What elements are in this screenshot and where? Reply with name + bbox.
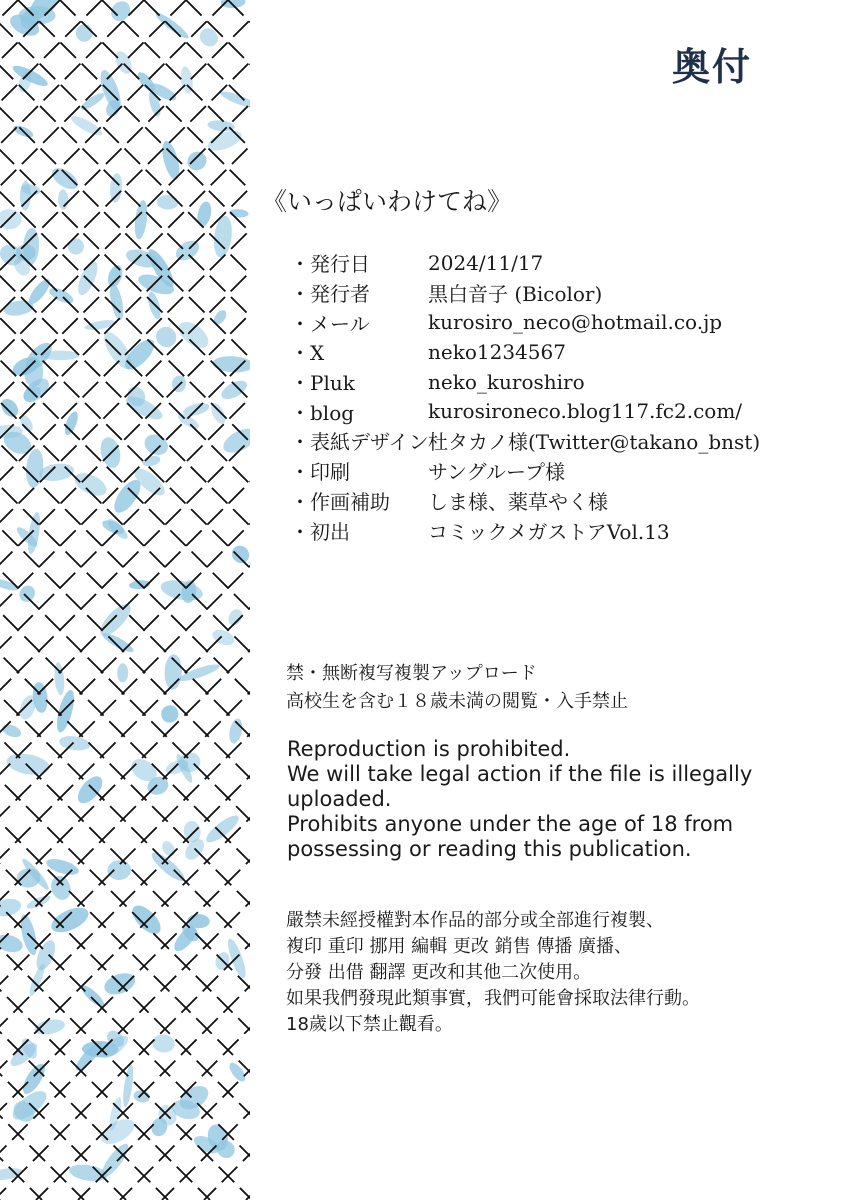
lattice-line xyxy=(0,0,250,1200)
lattice-line xyxy=(0,0,250,1200)
lattice-line xyxy=(0,0,250,1200)
lattice-line xyxy=(0,0,250,1200)
petal-shape xyxy=(74,259,101,298)
lattice-line xyxy=(102,0,250,1200)
petal-shape xyxy=(0,722,22,739)
lattice-line xyxy=(0,0,250,1200)
petal-shape xyxy=(58,189,69,210)
lattice-line xyxy=(0,0,250,1200)
lattice-line xyxy=(0,0,250,1200)
lattice-line xyxy=(0,0,250,1200)
petal-shape xyxy=(79,982,107,1009)
notice-line: Prohibits anyone under the age of 18 from xyxy=(287,812,734,836)
lattice-line xyxy=(0,0,250,1200)
info-row-first-appearance xyxy=(290,515,850,545)
lattice-line xyxy=(0,0,250,1200)
lattice-line xyxy=(78,0,250,1200)
notice-line: 18歲以下禁止觀看。 xyxy=(286,1014,453,1035)
info-value: コミックメガストアVol.13 xyxy=(428,519,670,544)
petal-shape xyxy=(219,88,250,110)
lattice-line xyxy=(0,0,250,1200)
petal-shape xyxy=(156,194,179,210)
lattice-line xyxy=(0,0,250,1200)
lattice-line xyxy=(0,0,250,1200)
petal-shape xyxy=(27,962,47,997)
petal-shape xyxy=(0,896,23,919)
lattice-line xyxy=(0,0,250,1200)
notice-japanese xyxy=(286,660,628,716)
lattice-line xyxy=(0,0,250,1200)
info-value: 2024/11/17 xyxy=(428,250,544,275)
petal-shape xyxy=(65,235,88,258)
lattice-line xyxy=(0,0,250,1200)
notice-line: Reproduction is prohibited. xyxy=(287,737,571,761)
info-value: kurosiro_neco@hotmail.co.jp xyxy=(428,310,723,335)
lattice-line xyxy=(0,0,250,1200)
notice-line: possessing or reading this publication. xyxy=(287,837,692,861)
lattice-line xyxy=(0,0,250,1200)
lattice-line xyxy=(0,0,250,1200)
petal-shape xyxy=(48,164,81,194)
info-label: ・作画補助 xyxy=(290,489,390,514)
petal-shape xyxy=(99,328,136,373)
petal-shape xyxy=(211,308,229,327)
petal-shape xyxy=(174,317,213,353)
info-row-publisher xyxy=(290,278,850,308)
info-label: ・発行日 xyxy=(290,252,370,277)
petal-shape xyxy=(5,751,51,778)
petal-shape xyxy=(48,903,93,938)
info-value: サングループ様 xyxy=(428,460,565,485)
lattice-line xyxy=(0,0,250,1200)
info-row-art-assistance xyxy=(290,486,850,516)
petal-shape xyxy=(48,873,74,902)
lattice-line xyxy=(0,0,250,1200)
info-value: 杜タカノ様(Twitter@takano_bnst) xyxy=(428,430,761,455)
lattice-line xyxy=(0,0,250,1200)
lattice-line xyxy=(0,0,250,1200)
petal-shape xyxy=(151,1033,175,1054)
lattice-line xyxy=(0,0,250,1200)
lattice-line xyxy=(0,0,250,1200)
lattice-line xyxy=(0,0,250,1200)
colophon-heading: 奥付 xyxy=(671,44,752,89)
info-label: ・印刷 xyxy=(290,460,350,485)
work-title: 《いっぱいわけてね》 xyxy=(262,187,513,216)
lattice-line xyxy=(0,0,18,1200)
lattice-line xyxy=(0,0,250,1200)
lattice-line xyxy=(0,0,250,1200)
petal-shape xyxy=(226,607,245,628)
lattice-line xyxy=(0,0,250,1200)
notice-line: 高校生を含む１８歳未満の閲覧・入手禁止 xyxy=(286,691,628,712)
lattice-line xyxy=(0,0,250,1200)
lattice-line xyxy=(0,0,250,1200)
info-label: ・表紙デザイン xyxy=(290,430,429,455)
petal-shape xyxy=(68,1162,109,1183)
info-label: ・初出 xyxy=(290,519,350,544)
petal-shape xyxy=(0,932,25,955)
petal-shape xyxy=(96,599,136,640)
info-row-blog xyxy=(290,396,850,426)
petal-shape xyxy=(218,377,249,403)
lattice-line xyxy=(0,0,250,1200)
petal-shape xyxy=(33,1017,66,1037)
info-label: ・発行者 xyxy=(290,282,370,307)
info-row-cover-design xyxy=(290,426,850,456)
petal-shape xyxy=(45,856,81,878)
lattice-line xyxy=(0,0,250,1200)
petal-shape xyxy=(208,401,228,426)
petal-shape xyxy=(73,772,107,808)
petal-shape xyxy=(62,410,80,437)
lattice-line xyxy=(204,0,250,1200)
petal-shape xyxy=(227,1060,249,1084)
petal-shape xyxy=(195,200,213,228)
lattice-line xyxy=(246,0,250,1200)
petal-shape xyxy=(0,396,22,420)
info-row-issue-date xyxy=(290,248,850,278)
lattice-line xyxy=(0,0,250,1200)
petal-shape xyxy=(207,119,235,132)
decorative-pattern-strip xyxy=(0,0,250,1200)
notice-chinese xyxy=(286,908,846,1038)
petal-shape xyxy=(25,448,45,489)
notice-line: 複印 重印 挪用 編輯 更改 銷售 傳播 廣播、 xyxy=(286,936,633,957)
info-value: neko1234567 xyxy=(428,339,566,364)
info-value: しま様、薬草やく様 xyxy=(428,489,608,514)
info-label: ・Pluk xyxy=(290,371,355,396)
info-label: ・blog xyxy=(290,400,355,425)
petal-shape xyxy=(105,263,125,288)
notice-line: uploaded. xyxy=(287,787,392,811)
lattice-line xyxy=(0,0,250,1200)
petal-shape xyxy=(212,355,250,373)
lattice-line xyxy=(0,0,250,1200)
lattice-line xyxy=(0,0,250,1200)
notice-line: 嚴禁未經授權對本作品的部分或全部進行複製、 xyxy=(286,910,664,931)
petal-shape xyxy=(117,663,128,682)
notice-english xyxy=(287,737,832,862)
info-row-pluk xyxy=(290,367,850,397)
lattice-line xyxy=(0,0,250,1200)
petal-shape xyxy=(107,0,134,25)
notice-line: 如果我們發現此類事實，我們可能會採取法律行動。 xyxy=(286,988,700,1009)
petal-shape xyxy=(228,542,250,567)
petal-shape xyxy=(69,113,105,139)
colophon-info-list xyxy=(290,248,850,545)
petal-shape xyxy=(141,454,161,468)
notice-line: We will take legal action if the file is illegally xyxy=(287,762,753,786)
petal-shape xyxy=(212,215,234,259)
info-row-printing xyxy=(290,456,850,486)
info-row-x xyxy=(290,337,850,367)
notice-line: 禁・無断複写複製アップロード xyxy=(286,663,537,684)
petal-shape xyxy=(107,859,132,880)
info-row-email xyxy=(290,307,850,337)
lattice-line xyxy=(0,0,250,1200)
petal-shape xyxy=(127,901,165,939)
petal-shape xyxy=(219,424,250,458)
petal-shape xyxy=(177,661,221,684)
info-label: ・X xyxy=(290,341,325,366)
lattice-line xyxy=(0,0,250,1200)
info-value: neko_kuroshiro xyxy=(428,369,585,394)
lattice-line xyxy=(0,0,250,1200)
notice-line: 分發 出借 翻譯 更改和其他二次使用。 xyxy=(286,962,592,983)
lattice-line xyxy=(0,0,250,1200)
info-value: 黒白音子 (Bicolor) xyxy=(428,282,603,307)
lattice-line xyxy=(0,0,250,1200)
petal-shape xyxy=(74,23,94,43)
lattice-line xyxy=(0,0,250,1200)
lattice-line xyxy=(0,0,250,1200)
petal-shape xyxy=(26,276,54,307)
info-value: kurosironeco.blog117.fc2.com/ xyxy=(428,399,743,424)
petal-shape xyxy=(141,431,171,459)
info-label: ・メール xyxy=(290,311,370,336)
petal-shape xyxy=(58,734,91,752)
lattice-line xyxy=(0,0,250,1200)
lattice-line xyxy=(0,0,210,1200)
petal-shape xyxy=(0,208,22,230)
